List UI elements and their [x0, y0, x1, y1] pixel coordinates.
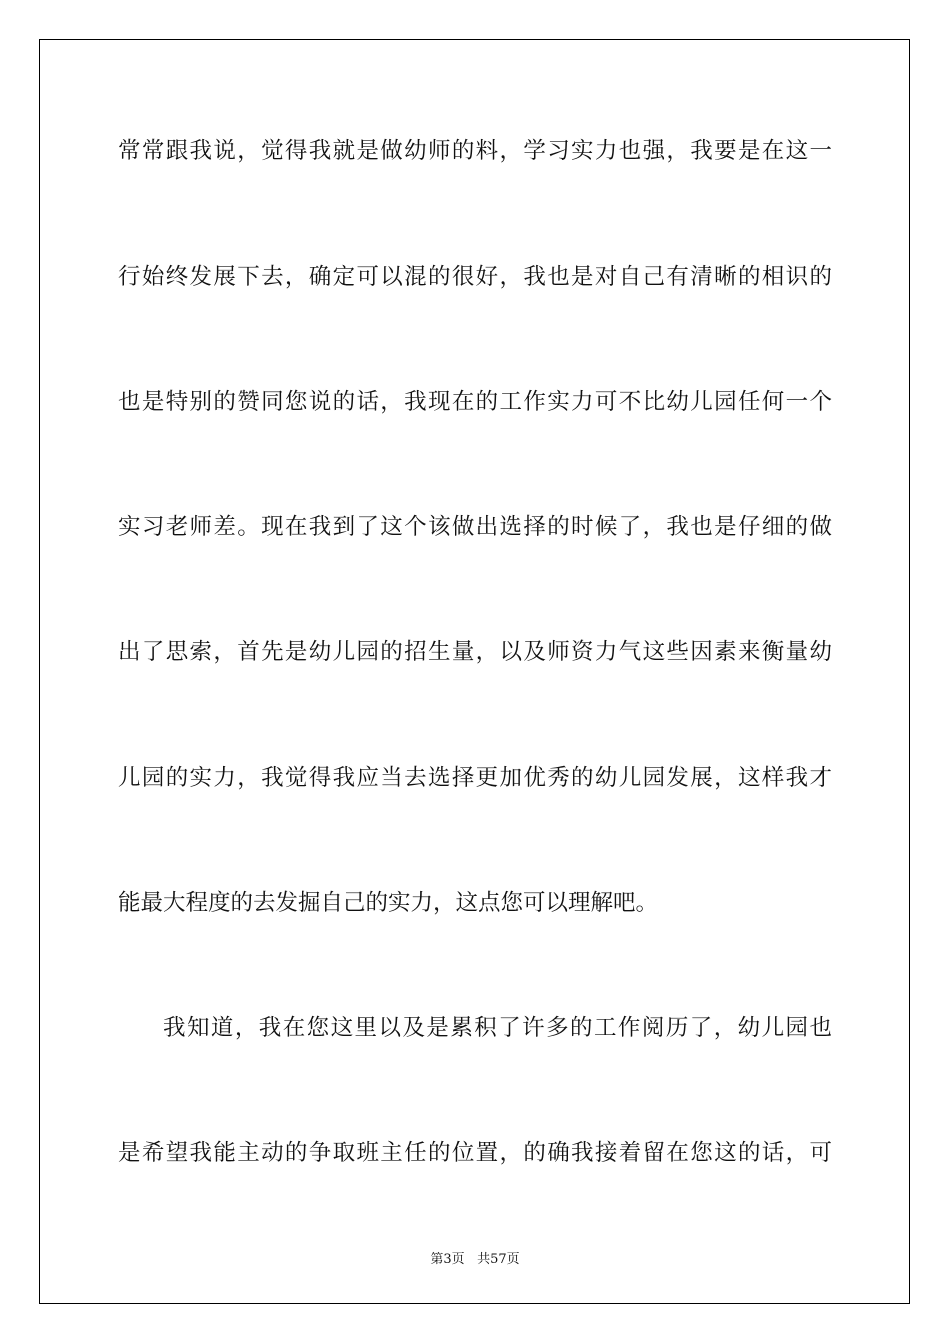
text-line: 是希望我能主动的争取班主任的位置，的确我接着留在您这的话，可 — [118, 1140, 832, 1166]
text-line: 儿园的实力，我觉得我应当去选择更加优秀的幼儿园发展，这样我才 — [118, 765, 832, 791]
page-total: 共57页 — [477, 1252, 520, 1267]
text-line: 出了思索，首先是幼儿园的招生量，以及师资力气这些因素来衡量幼 — [118, 639, 832, 665]
paragraph-start-line: 我知道，我在您这里以及是累积了许多的工作阅历了，幼儿园也 — [163, 1015, 832, 1041]
page-border — [39, 39, 910, 1304]
text-line: 能最大程度的去发掘自己的实力，这点您可以理解吧。 — [118, 890, 659, 916]
page-number: 第3页 — [430, 1252, 465, 1267]
page-footer — [0, 1248, 950, 1267]
text-line: 也是特别的赞同您说的话，我现在的工作实力可不比幼儿园任何一个 — [118, 389, 832, 415]
text-line: 常常跟我说，觉得我就是做幼师的料，学习实力也强，我要是在这一 — [118, 138, 832, 164]
text-line: 行始终发展下去，确定可以混的很好，我也是对自己有清晰的相识的 — [118, 264, 832, 290]
text-line: 实习老师差。现在我到了这个该做出选择的时候了，我也是仔细的做 — [118, 514, 832, 540]
